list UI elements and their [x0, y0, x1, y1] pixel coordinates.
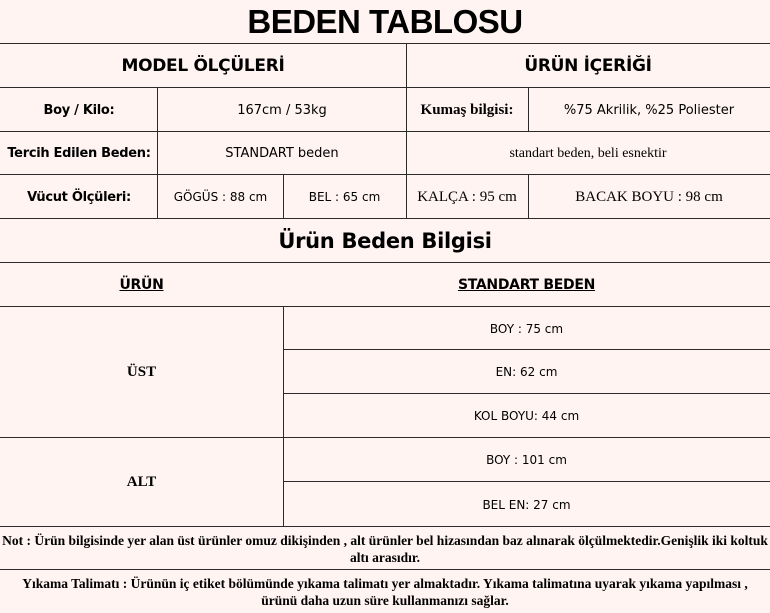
- fabric-label: Kumaş bilgisi:: [420, 101, 514, 118]
- size-note: standart beden, beli esnektir: [509, 145, 667, 161]
- divider: [0, 526, 770, 527]
- top-width-measure: EN: 62 cm: [495, 365, 558, 379]
- divider: [0, 218, 770, 219]
- divider: [283, 306, 284, 527]
- product-column-header: ÜRÜN: [119, 277, 164, 293]
- height-weight-value: 167cm / 53kg: [237, 102, 327, 118]
- model-measurements-header: MODEL ÖLÇÜLERİ: [121, 56, 285, 76]
- divider: [528, 87, 529, 131]
- height-weight-label: Boy / Kilo:: [43, 102, 115, 118]
- divider: [283, 481, 770, 482]
- preferred-size-label: Tercih Edilen Beden:: [7, 146, 151, 161]
- size-info-title: Ürün Beden Bilgisi: [278, 229, 492, 253]
- bottom-waist-measure: BEL EN: 27 cm: [482, 497, 571, 512]
- divider: [283, 393, 770, 394]
- top-sleeve-measure: KOL BOYU: 44 cm: [473, 409, 580, 423]
- divider: [528, 174, 529, 219]
- measurement-note: Not : Ürün bilgisinde yer alan üst ürünler omuz dikişinden , alt ürünler bel hizasından baz alınarak ölçülmektedir.Genişlik iki koltuk altı arasıdır.: [2, 532, 768, 565]
- standard-size-column-header: STANDART BEDEN: [457, 277, 596, 293]
- divider: [0, 569, 770, 570]
- divider: [0, 174, 770, 175]
- divider: [0, 43, 770, 44]
- divider: [0, 306, 770, 307]
- divider: [283, 349, 770, 350]
- bottom-length-measure: BOY : 101 cm: [486, 453, 567, 467]
- body-measurements-label: Vücut Ölçüleri:: [27, 189, 131, 205]
- fabric-value: %75 Akrilik, %25 Poliester: [563, 102, 735, 118]
- product-content-header: ÜRÜN İÇERİĞİ: [524, 56, 652, 76]
- divider: [0, 87, 770, 88]
- chest-measure: GÖGÜS : 88 cm: [173, 190, 268, 204]
- divider: [0, 437, 770, 438]
- divider: [0, 131, 770, 132]
- page-title: BEDEN TABLOSU: [247, 3, 523, 40]
- divider: [283, 174, 284, 219]
- hip-measure: KALÇA : 95 cm: [417, 188, 517, 205]
- top-length-measure: BOY : 75 cm: [489, 321, 564, 336]
- washing-instructions: Yıkama Talimatı : Ürünün iç etiket bölümünde yıkama talimatı yer almaktadır. Yıkama talimatına uyarak yıkama yapılması , ürünü daha uzun süre kullanmanızı sağlar.: [22, 575, 748, 608]
- top-garment-label: ÜST: [126, 364, 157, 380]
- leg-length-measure: BACAK BOYU : 98 cm: [575, 188, 723, 205]
- waist-measure: BEL : 65 cm: [308, 190, 381, 204]
- divider: [406, 43, 407, 219]
- preferred-size-value: STANDART beden: [225, 146, 339, 161]
- bottom-garment-label: ALT: [126, 474, 157, 490]
- divider: [0, 262, 770, 263]
- divider: [157, 87, 158, 219]
